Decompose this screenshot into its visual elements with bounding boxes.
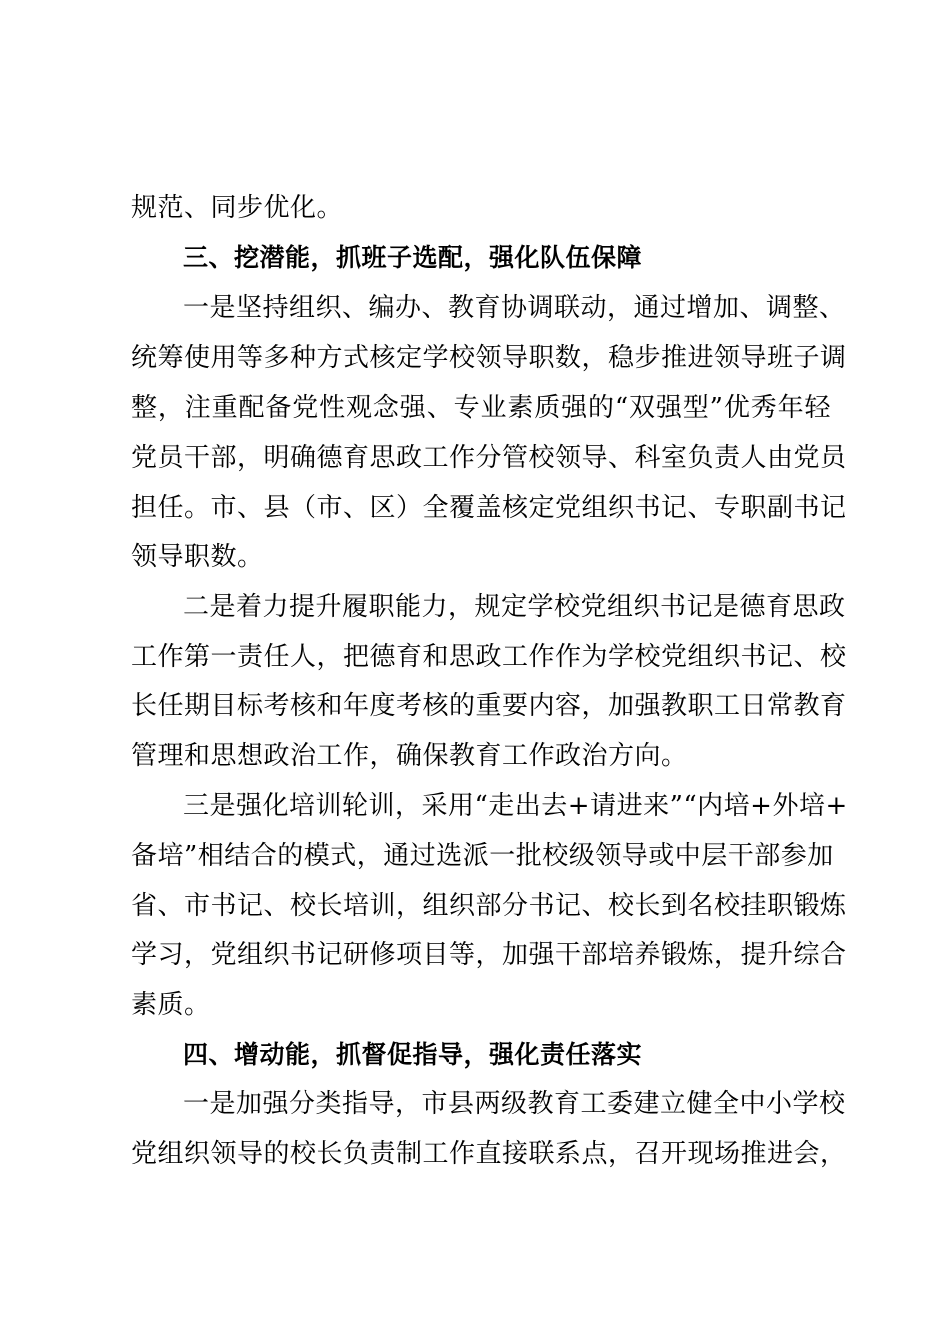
paragraph-line: 工作第一责任人，把德育和思政工作作为学校党组织书记、校 [131,642,847,672]
paragraph-line: 备培”相结合的模式，通过选派一批校级领导或中层干部参加 [131,841,834,871]
paragraph-line: 党员干部，明确德育思政工作分管校领导、科室负责人由党员 [131,443,847,473]
paragraph-line: 领导职数。 [131,542,264,572]
paragraph-line: 担任。市、县（市、区）全覆盖核定党组织书记、专职副书记 [131,493,847,523]
paragraph-line: 一是坚持组织、编办、教育协调联动，通过增加、调整、 [183,293,846,323]
paragraph-line: 党组织领导的校长负责制工作直接联系点，召开现场推进会， [131,1139,847,1169]
paragraph-line: 规范、同步优化。 [131,193,344,223]
paragraph-line: 三是强化培训轮训，采用“走出去+请进来”“内培+外培+ [183,791,848,821]
paragraph-line: 统筹使用等多种方式核定学校领导职数，稳步推进领导班子调 [131,343,847,373]
paragraph-line: 长任期目标考核和年度考核的重要内容，加强教职工日常教育 [131,691,847,721]
paragraph-line: 管理和思想政治工作，确保教育工作政治方向。 [131,741,688,771]
paragraph-line: 二是着力提升履职能力，规定学校党组织书记是德育思政 [183,592,846,622]
section-heading: 三、挖潜能，抓班子选配，强化队伍保障 [183,243,643,272]
paragraph-line: 整，注重配备党性观念强、专业素质强的“双强型”优秀年轻 [131,393,831,423]
paragraph-line: 省、市书记、校长培训，组织部分书记、校长到名校挂职锻炼 [131,891,847,921]
paragraph-line: 学习，党组织书记研修项目等，加强干部培养锻炼，提升综合 [131,940,847,970]
paragraph-line: 素质。 [131,990,211,1020]
paragraph-line: 一是加强分类指导，市县两级教育工委建立健全中小学校 [183,1089,846,1119]
section-heading: 四、增动能，抓督促指导，强化责任落实 [183,1040,643,1069]
